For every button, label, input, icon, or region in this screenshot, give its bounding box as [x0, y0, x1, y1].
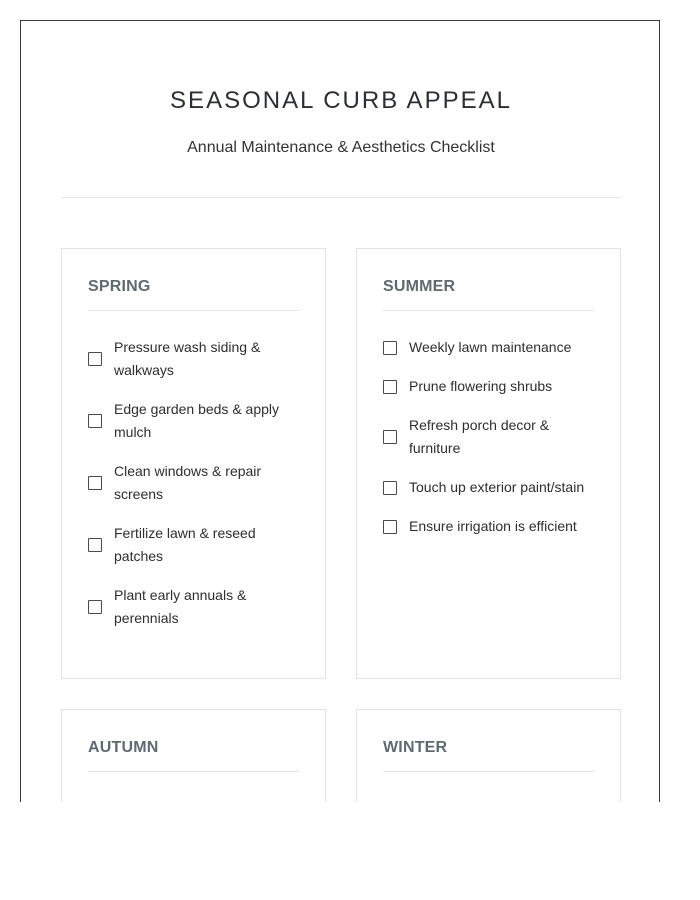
checklist-item-label: Ensure irrigation is efficient — [409, 518, 577, 534]
checklist-item-label: Refresh porch decor & furniture — [409, 417, 550, 456]
checklist-item — [383, 476, 602, 499]
checklist-item-label: Weekly lawn maintenance — [409, 339, 572, 355]
checklist — [383, 336, 602, 554]
season-title: SPRING — [88, 278, 151, 295]
season-card-winter — [356, 709, 621, 802]
season-divider — [88, 310, 300, 311]
page-title: SEASONAL CURB APPEAL — [170, 87, 512, 114]
checkbox[interactable] — [88, 538, 102, 552]
checklist-item — [383, 414, 602, 460]
checklist-item — [88, 460, 307, 506]
checkbox[interactable] — [383, 380, 397, 394]
checkbox[interactable] — [88, 352, 102, 366]
season-title: SUMMER — [383, 278, 456, 295]
checkbox[interactable] — [383, 341, 397, 355]
checklist-item — [383, 375, 602, 398]
season-title: AUTUMN — [88, 739, 159, 756]
season-card-summer — [356, 248, 621, 679]
checkbox[interactable] — [383, 430, 397, 444]
checklist-item-label: Prune flowering shrubs — [409, 378, 553, 394]
checklist-item — [383, 515, 602, 538]
checklist-item-label: Fertilize lawn & reseed patches — [114, 525, 256, 564]
season-divider — [383, 771, 595, 772]
checklist-item — [383, 336, 602, 359]
checkbox[interactable] — [88, 600, 102, 614]
checklist-item — [88, 398, 307, 444]
checklist-item-label: Clean windows & repair screens — [114, 463, 262, 502]
page-subtitle: Annual Maintenance & Aesthetics Checklist — [187, 139, 495, 156]
checkbox[interactable] — [383, 520, 397, 534]
header-divider — [61, 197, 621, 198]
checkbox[interactable] — [88, 414, 102, 428]
checkbox[interactable] — [383, 481, 397, 495]
season-divider — [88, 771, 300, 772]
checklist-item-label: Pressure wash siding & walkways — [114, 339, 261, 378]
checkbox[interactable] — [88, 476, 102, 490]
checklist-item-label: Plant early annuals & perennials — [114, 587, 247, 626]
season-divider — [383, 310, 595, 311]
checklist-item — [88, 336, 307, 382]
checklist-item — [88, 584, 307, 630]
checklist — [88, 336, 307, 646]
season-card-spring — [61, 248, 326, 679]
season-title: WINTER — [383, 739, 448, 756]
season-card-autumn — [61, 709, 326, 802]
checklist-item-label: Touch up exterior paint/stain — [409, 479, 585, 495]
checklist-item — [88, 522, 307, 568]
checklist-page — [20, 20, 660, 802]
checklist-item-label: Edge garden beds & apply mulch — [114, 401, 280, 440]
